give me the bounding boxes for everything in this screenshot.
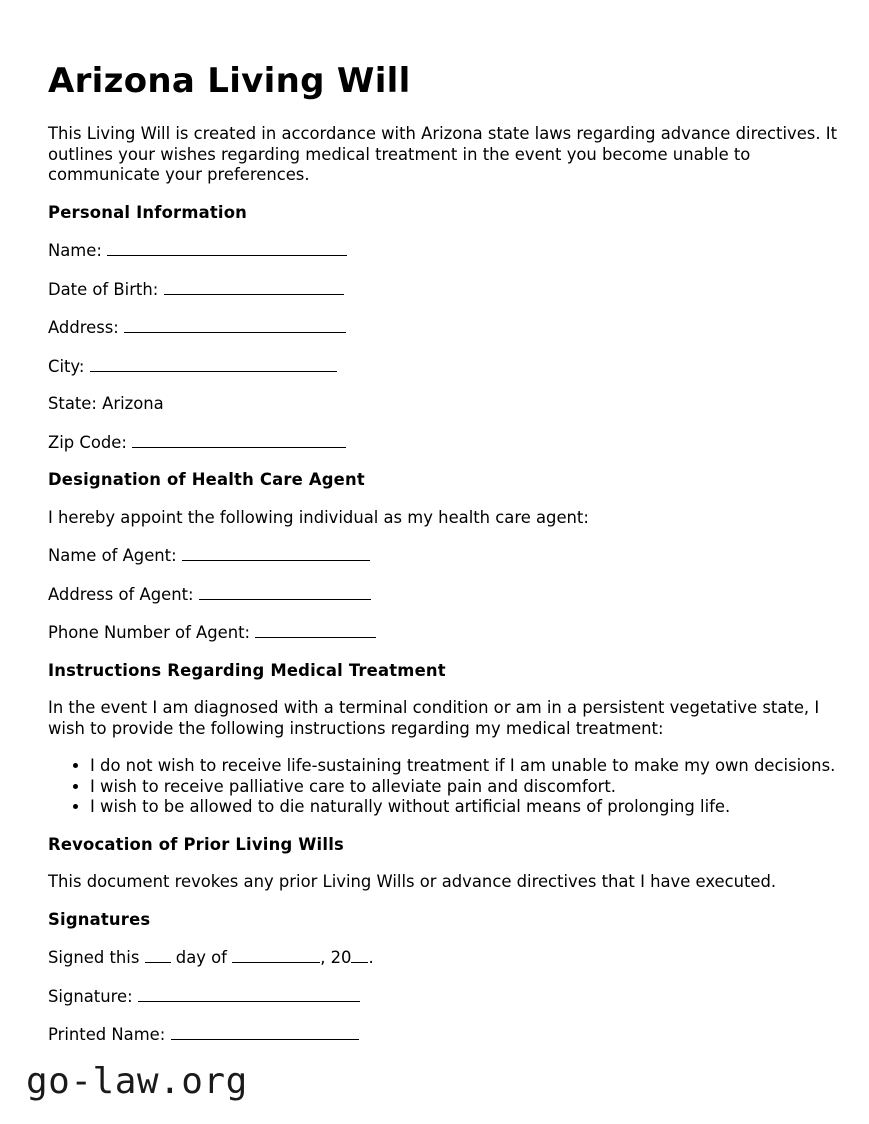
city-label: City: xyxy=(48,356,85,376)
instructions-list xyxy=(48,756,838,818)
signed-year: , 20 xyxy=(320,948,352,967)
dob-blank[interactable] xyxy=(164,279,344,295)
name-label: Name: xyxy=(48,241,102,260)
printed-name-blank[interactable] xyxy=(171,1024,359,1040)
instructions-intro: In the event I am diagnosed with a terminal condition or am in a persistent vegetative state, I wish to provide the following instructions regarding my medical treatment: xyxy=(48,698,820,738)
signed-line xyxy=(48,947,838,969)
zip-line xyxy=(48,432,838,454)
personal-info-heading: Personal Information xyxy=(48,202,248,222)
signed-prefix: Signed this xyxy=(48,948,140,967)
agent-phone-label: Phone Number of Agent: xyxy=(48,623,251,642)
signatures-heading: Signatures xyxy=(48,909,151,929)
instructions-heading: Instructions Regarding Medical Treatment xyxy=(48,660,446,680)
document-page xyxy=(48,58,838,1063)
revocation-heading: Revocation of Prior Living Wills xyxy=(48,834,344,854)
agent-phone-blank[interactable] xyxy=(255,622,376,638)
month-blank[interactable] xyxy=(232,947,320,963)
revocation-text: This document revokes any prior Living Wills or advance directives that I have executed. xyxy=(48,872,777,891)
year-blank[interactable] xyxy=(351,947,368,963)
dob-label: Date of Birth: xyxy=(48,279,159,299)
zip-label: Zip Code: xyxy=(48,432,127,452)
agent-intro: I hereby appoint the following individual as my health care agent: xyxy=(48,507,589,527)
agent-name-blank[interactable] xyxy=(182,545,370,561)
printed-name-label: Printed Name: xyxy=(48,1025,166,1044)
signed-end: . xyxy=(368,948,374,967)
agent-address-line xyxy=(48,584,838,606)
signed-mid: day of xyxy=(175,948,227,967)
name-blank[interactable] xyxy=(107,240,347,256)
zip-blank[interactable] xyxy=(132,432,346,448)
page-title: Arizona Living Will xyxy=(48,61,411,101)
address-blank[interactable] xyxy=(124,317,346,333)
watermark-logo: go-law.org xyxy=(26,1061,248,1102)
state-line: State: Arizona xyxy=(48,394,164,413)
address-line xyxy=(48,317,838,339)
agent-address-label: Address of Agent: xyxy=(48,584,194,604)
address-label: Address: xyxy=(48,318,119,337)
agent-heading: Designation of Health Care Agent xyxy=(48,470,365,489)
city-blank[interactable] xyxy=(90,356,337,372)
list-item: • I do not wish to receive life-sustaining treatment if I am unable to make my own decisions. xyxy=(90,756,838,777)
agent-name-line xyxy=(48,545,838,567)
signature-blank[interactable] xyxy=(138,986,360,1002)
agent-address-blank[interactable] xyxy=(199,584,371,600)
name-line xyxy=(48,240,838,262)
intro-paragraph: This Living Will is created in accordance with Arizona state laws regarding advance directives. It outlines your wishes regarding medical treatment in the event you become unable to communicate your preferences. xyxy=(48,124,838,184)
city-line xyxy=(48,356,838,378)
signature-line xyxy=(48,986,838,1008)
agent-phone-line xyxy=(48,622,838,644)
printed-name-line xyxy=(48,1024,838,1046)
day-blank[interactable] xyxy=(145,947,171,963)
dob-line xyxy=(48,279,838,301)
list-item: • I wish to be allowed to die naturally without artificial means of prolonging life. xyxy=(90,797,838,818)
signature-label: Signature: xyxy=(48,986,133,1006)
list-item: • I wish to receive palliative care to alleviate pain and discomfort. xyxy=(90,777,838,798)
agent-name-label: Name of Agent: xyxy=(48,546,177,565)
